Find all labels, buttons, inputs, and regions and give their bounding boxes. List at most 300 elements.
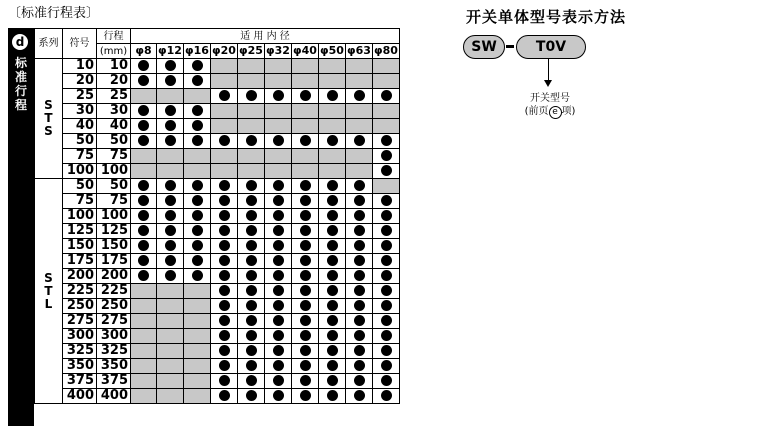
available-cell [184, 59, 211, 74]
stroke-cell: 275 [97, 314, 131, 329]
code-cell: 30 [63, 104, 97, 119]
available-dot-icon [273, 240, 284, 251]
available-cell [373, 389, 400, 404]
unavailable-cell [184, 389, 211, 404]
available-dot-icon [300, 360, 311, 371]
unavailable-cell [238, 119, 265, 134]
available-dot-icon [219, 270, 230, 281]
available-cell [292, 194, 319, 209]
series-char: S [44, 124, 53, 138]
side-label-char: 准 [14, 70, 27, 84]
available-dot-icon [138, 240, 149, 251]
section-badge: d [12, 34, 28, 50]
available-cell [346, 254, 373, 269]
stroke-cell: 50 [97, 179, 131, 194]
stroke-cell: 25 [97, 89, 131, 104]
available-cell [238, 374, 265, 389]
available-dot-icon [165, 270, 176, 281]
side-label-char: 程 [14, 98, 27, 112]
available-dot-icon [165, 105, 176, 116]
available-cell [131, 269, 157, 284]
available-cell [211, 134, 238, 149]
unavailable-cell [265, 59, 292, 74]
available-dot-icon [354, 375, 365, 386]
available-dot-icon [354, 255, 365, 266]
available-cell [211, 269, 238, 284]
available-cell [292, 239, 319, 254]
code-cell: 200 [63, 269, 97, 284]
available-dot-icon [219, 330, 230, 341]
unavailable-cell [131, 299, 157, 314]
unavailable-cell [184, 89, 211, 104]
available-dot-icon [246, 255, 257, 266]
available-dot-icon [354, 135, 365, 146]
bore-header: φ20 [212, 44, 236, 57]
available-dot-icon [300, 390, 311, 401]
available-dot-icon [354, 180, 365, 191]
code-cell: 25 [63, 89, 97, 104]
available-dot-icon [300, 180, 311, 191]
available-cell [265, 239, 292, 254]
available-cell [319, 209, 346, 224]
code-cell: 225 [63, 284, 97, 299]
available-dot-icon [192, 105, 203, 116]
available-cell [211, 314, 238, 329]
table-row [35, 194, 400, 209]
unavailable-cell [346, 74, 373, 89]
available-cell [265, 89, 292, 104]
available-cell [238, 179, 265, 194]
available-cell [211, 329, 238, 344]
unavailable-cell [265, 149, 292, 164]
available-dot-icon [381, 165, 392, 176]
available-dot-icon [138, 225, 149, 236]
available-dot-icon [273, 375, 284, 386]
available-cell [319, 344, 346, 359]
available-dot-icon [300, 285, 311, 296]
stroke-cell: 75 [97, 149, 131, 164]
available-cell [373, 209, 400, 224]
available-cell [373, 314, 400, 329]
available-dot-icon [381, 150, 392, 161]
unavailable-cell [184, 314, 211, 329]
available-cell [265, 374, 292, 389]
unavailable-cell [346, 59, 373, 74]
available-cell [265, 284, 292, 299]
unavailable-cell [292, 119, 319, 134]
available-cell [238, 254, 265, 269]
unavailable-cell [157, 164, 184, 179]
available-dot-icon [381, 315, 392, 326]
unavailable-cell [292, 74, 319, 89]
available-dot-icon [273, 390, 284, 401]
available-dot-icon [246, 360, 257, 371]
available-cell [131, 224, 157, 239]
code-cell: 350 [63, 359, 97, 374]
unavailable-cell [211, 149, 238, 164]
unavailable-cell [131, 284, 157, 299]
available-cell [211, 239, 238, 254]
unavailable-cell [157, 299, 184, 314]
available-dot-icon [165, 255, 176, 266]
available-dot-icon [327, 240, 338, 251]
table-row [35, 134, 400, 149]
available-cell [131, 194, 157, 209]
available-cell [319, 314, 346, 329]
unavailable-cell [131, 314, 157, 329]
available-dot-icon [354, 240, 365, 251]
unavailable-cell [319, 149, 346, 164]
available-cell [373, 134, 400, 149]
available-dot-icon [273, 345, 284, 356]
code-cell: 100 [63, 209, 97, 224]
available-dot-icon [219, 195, 230, 206]
available-cell [184, 104, 211, 119]
available-dot-icon [327, 195, 338, 206]
available-cell [211, 284, 238, 299]
available-dot-icon [327, 360, 338, 371]
available-dot-icon [165, 195, 176, 206]
series-char: L [44, 296, 53, 311]
available-dot-icon [273, 180, 284, 191]
code-cell: 175 [63, 254, 97, 269]
unavailable-cell [131, 164, 157, 179]
unavailable-cell [211, 119, 238, 134]
table-row [35, 269, 400, 284]
available-cell [238, 284, 265, 299]
unavailable-cell [184, 299, 211, 314]
available-cell [184, 224, 211, 239]
available-cell [131, 104, 157, 119]
note-prefix: (前页 [524, 106, 549, 117]
code-cell: 300 [63, 329, 97, 344]
available-cell [211, 209, 238, 224]
code-cell: 10 [63, 59, 97, 74]
available-cell [265, 224, 292, 239]
unavailable-cell [238, 104, 265, 119]
available-dot-icon [138, 60, 149, 71]
available-dot-icon [165, 60, 176, 71]
available-cell [346, 314, 373, 329]
available-dot-icon [273, 195, 284, 206]
available-cell [346, 344, 373, 359]
unavailable-cell [265, 164, 292, 179]
available-dot-icon [300, 240, 311, 251]
available-cell [292, 209, 319, 224]
unavailable-cell [211, 164, 238, 179]
unavailable-cell [373, 104, 400, 119]
available-cell [319, 299, 346, 314]
available-cell [157, 194, 184, 209]
table-row [35, 239, 400, 254]
header-stroke-unit: (mm) [97, 44, 131, 59]
available-cell [184, 209, 211, 224]
available-dot-icon [300, 330, 311, 341]
available-cell [238, 194, 265, 209]
available-cell [292, 314, 319, 329]
available-dot-icon [246, 240, 257, 251]
table-row [35, 389, 400, 404]
bore-header: φ80 [374, 44, 398, 57]
available-cell [184, 74, 211, 89]
available-cell [238, 299, 265, 314]
stroke-cell: 30 [97, 104, 131, 119]
available-dot-icon [381, 240, 392, 251]
stroke-cell: 100 [97, 164, 131, 179]
unavailable-cell [131, 89, 157, 104]
available-dot-icon [246, 270, 257, 281]
arrow-line [548, 59, 549, 81]
stroke-cell: 150 [97, 239, 131, 254]
available-cell [238, 314, 265, 329]
unavailable-cell [292, 59, 319, 74]
available-cell [265, 269, 292, 284]
available-dot-icon [381, 375, 392, 386]
bore-header: φ50 [320, 44, 344, 57]
bore-header: φ40 [293, 44, 317, 57]
available-dot-icon [327, 255, 338, 266]
available-cell [373, 89, 400, 104]
available-dot-icon [192, 135, 203, 146]
available-cell [157, 74, 184, 89]
available-cell [319, 374, 346, 389]
available-cell [292, 254, 319, 269]
stroke-cell: 400 [97, 389, 131, 404]
code-cell: 125 [63, 224, 97, 239]
available-cell [373, 194, 400, 209]
available-dot-icon [300, 135, 311, 146]
available-dot-icon [273, 315, 284, 326]
available-dot-icon [219, 240, 230, 251]
available-dot-icon [165, 240, 176, 251]
unavailable-cell [157, 329, 184, 344]
available-dot-icon [138, 75, 149, 86]
available-cell [157, 134, 184, 149]
available-cell [292, 329, 319, 344]
unavailable-cell [319, 104, 346, 119]
available-dot-icon [192, 120, 203, 131]
available-dot-icon [165, 225, 176, 236]
available-cell [265, 209, 292, 224]
available-cell [319, 284, 346, 299]
available-cell [346, 224, 373, 239]
available-dot-icon [381, 345, 392, 356]
available-dot-icon [381, 285, 392, 296]
available-dot-icon [246, 300, 257, 311]
bore-header: φ8 [131, 44, 157, 59]
available-dot-icon [165, 120, 176, 131]
unavailable-cell [157, 89, 184, 104]
available-dot-icon [246, 330, 257, 341]
unavailable-cell [211, 59, 238, 74]
side-label-char: 标 [14, 56, 27, 70]
header-bore: 适 用 内 径 [131, 29, 400, 44]
available-cell [346, 284, 373, 299]
available-cell [265, 314, 292, 329]
available-dot-icon [327, 315, 338, 326]
unavailable-cell [346, 149, 373, 164]
available-cell [292, 299, 319, 314]
available-cell [373, 359, 400, 374]
unavailable-cell [157, 284, 184, 299]
available-dot-icon [381, 390, 392, 401]
available-cell [265, 134, 292, 149]
table-row [35, 74, 400, 89]
available-dot-icon [327, 90, 338, 101]
available-cell [131, 179, 157, 194]
available-dot-icon [381, 90, 392, 101]
available-cell [346, 194, 373, 209]
available-cell [184, 194, 211, 209]
code-cell: 250 [63, 299, 97, 314]
series-cell [35, 179, 63, 404]
available-cell [265, 179, 292, 194]
unavailable-cell [238, 164, 265, 179]
unavailable-cell [157, 149, 184, 164]
unavailable-cell [238, 59, 265, 74]
available-cell [238, 329, 265, 344]
header-series: 系列 [35, 29, 63, 59]
available-dot-icon [273, 285, 284, 296]
stroke-cell: 175 [97, 254, 131, 269]
available-dot-icon [219, 345, 230, 356]
available-cell [157, 239, 184, 254]
available-dot-icon [219, 90, 230, 101]
bore-header: φ32 [266, 44, 290, 57]
available-cell [346, 179, 373, 194]
available-cell [157, 269, 184, 284]
available-dot-icon [219, 375, 230, 386]
switch-note-line1: 开关型号 [530, 93, 570, 104]
available-cell [373, 254, 400, 269]
unavailable-cell [157, 374, 184, 389]
available-dot-icon [381, 225, 392, 236]
dash-separator [506, 45, 514, 48]
available-cell [346, 389, 373, 404]
unavailable-cell [184, 344, 211, 359]
stroke-cell: 75 [97, 194, 131, 209]
available-cell [265, 329, 292, 344]
unavailable-cell [131, 389, 157, 404]
table-row [35, 164, 400, 179]
available-dot-icon [138, 120, 149, 131]
unavailable-cell [184, 374, 211, 389]
table-row [35, 374, 400, 389]
available-cell [319, 359, 346, 374]
available-dot-icon [246, 345, 257, 356]
stroke-cell: 50 [97, 134, 131, 149]
available-dot-icon [354, 195, 365, 206]
code-cell: 50 [63, 134, 97, 149]
available-cell [157, 104, 184, 119]
available-cell [131, 134, 157, 149]
available-cell [346, 209, 373, 224]
unavailable-cell [157, 344, 184, 359]
unavailable-cell [131, 374, 157, 389]
available-cell [211, 389, 238, 404]
stroke-cell: 20 [97, 74, 131, 89]
available-dot-icon [327, 300, 338, 311]
available-cell [319, 134, 346, 149]
available-cell [292, 134, 319, 149]
unavailable-cell [131, 359, 157, 374]
available-cell [157, 209, 184, 224]
available-dot-icon [192, 75, 203, 86]
available-dot-icon [381, 195, 392, 206]
available-dot-icon [246, 210, 257, 221]
available-dot-icon [246, 135, 257, 146]
code-cell: 50 [63, 179, 97, 194]
unavailable-cell [265, 119, 292, 134]
stroke-cell: 10 [97, 59, 131, 74]
available-cell [373, 344, 400, 359]
available-cell [184, 134, 211, 149]
available-cell [157, 59, 184, 74]
available-cell [211, 374, 238, 389]
available-dot-icon [138, 270, 149, 281]
available-dot-icon [354, 360, 365, 371]
table-row [35, 344, 400, 359]
unavailable-cell [265, 104, 292, 119]
page-title: 〔标准行程表〕 [8, 6, 100, 21]
available-dot-icon [381, 255, 392, 266]
available-dot-icon [327, 375, 338, 386]
available-dot-icon [273, 135, 284, 146]
unavailable-cell [131, 329, 157, 344]
table-row [35, 359, 400, 374]
bore-header: φ12 [158, 44, 182, 57]
available-dot-icon [192, 255, 203, 266]
available-dot-icon [219, 210, 230, 221]
unavailable-cell [373, 59, 400, 74]
available-cell [319, 269, 346, 284]
available-dot-icon [354, 270, 365, 281]
available-dot-icon [273, 255, 284, 266]
available-cell [373, 329, 400, 344]
available-cell [265, 299, 292, 314]
available-dot-icon [273, 360, 284, 371]
switch-code-part: SW [463, 35, 505, 59]
unavailable-cell [184, 149, 211, 164]
unavailable-cell [319, 59, 346, 74]
table-row [35, 149, 400, 164]
available-cell [292, 344, 319, 359]
unavailable-cell [157, 389, 184, 404]
available-cell [373, 269, 400, 284]
available-dot-icon [138, 180, 149, 191]
available-cell [211, 359, 238, 374]
unavailable-cell [346, 164, 373, 179]
header-code: 符号 [63, 29, 97, 59]
available-cell [184, 269, 211, 284]
available-dot-icon [300, 255, 311, 266]
stroke-table [34, 28, 400, 404]
available-dot-icon [273, 330, 284, 341]
available-dot-icon [300, 225, 311, 236]
available-dot-icon [219, 360, 230, 371]
available-dot-icon [219, 180, 230, 191]
available-dot-icon [300, 300, 311, 311]
available-dot-icon [327, 225, 338, 236]
available-dot-icon [300, 375, 311, 386]
stroke-cell: 250 [97, 299, 131, 314]
note-suffix: 项) [561, 106, 576, 117]
available-dot-icon [273, 90, 284, 101]
available-cell [373, 284, 400, 299]
switch-note-line2 [500, 105, 600, 119]
available-dot-icon [327, 390, 338, 401]
available-dot-icon [192, 195, 203, 206]
